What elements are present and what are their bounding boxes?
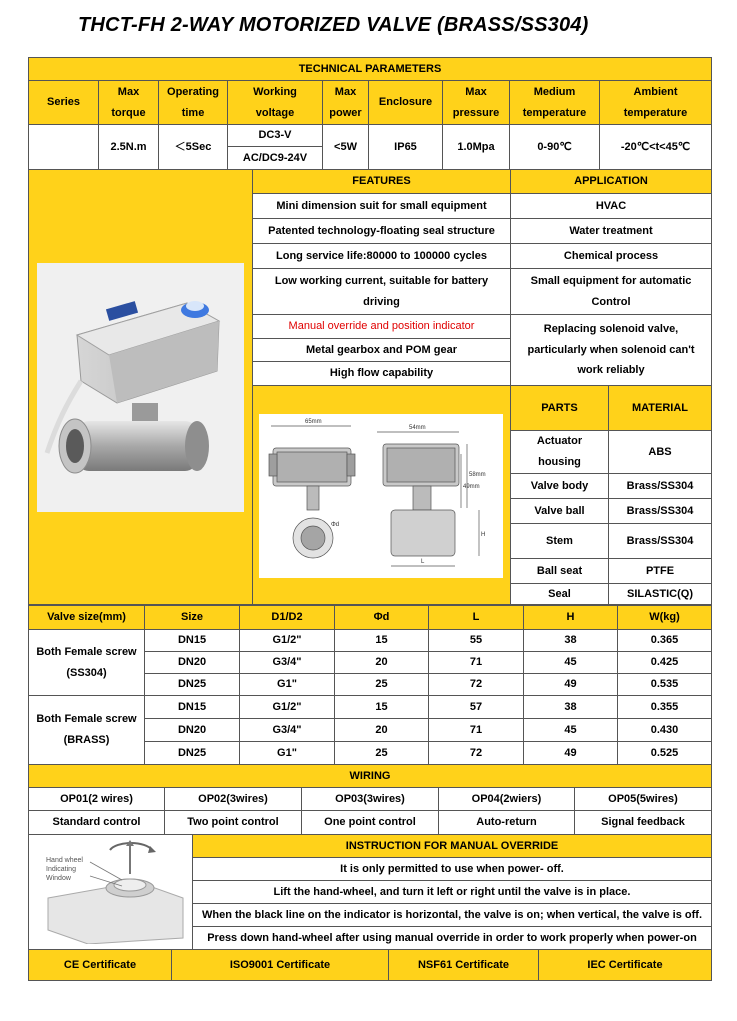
feature-item: Metal gearbox and POM gear xyxy=(252,338,511,362)
size-cell: 0.425 xyxy=(617,651,712,674)
size-cell: G3/4" xyxy=(239,651,335,674)
size-cell: 15 xyxy=(334,695,429,719)
size-cell: DN15 xyxy=(144,695,240,719)
wiring-desc: Standard control xyxy=(28,810,165,835)
val-series xyxy=(28,124,99,170)
part-name: Stem xyxy=(510,523,609,559)
col-torque: Max torque xyxy=(98,80,159,125)
col-pressure: Max pressure xyxy=(442,80,510,125)
col-voltage: Working voltage xyxy=(227,80,323,125)
val-voltage-ac: AC/DC9-24V xyxy=(227,146,323,170)
val-power: <5W xyxy=(322,124,369,170)
application-item: Replacing solenoid valve, particularly when solenoid can't work reliably xyxy=(510,314,712,386)
part-name: Ball seat xyxy=(510,558,609,584)
wiring-code: OP05(5wires) xyxy=(574,787,712,811)
col-series: Series xyxy=(28,80,99,125)
size-cell: 38 xyxy=(523,629,618,652)
dim-49-label: 49mm xyxy=(463,484,480,490)
size-cell: 0.535 xyxy=(617,673,712,696)
features-header: FEATURES xyxy=(252,169,511,194)
feature-item: Patented technology-floating seal structure xyxy=(252,218,511,244)
size-cell: 57 xyxy=(428,695,524,719)
wiring-code: OP02(3wires) xyxy=(164,787,302,811)
size-cell: 49 xyxy=(523,673,618,696)
size-col-header: Φd xyxy=(334,605,429,630)
manual-override-diagram xyxy=(38,838,188,944)
wiring-code: OP04(2wiers) xyxy=(438,787,575,811)
part-material: Brass/SS304 xyxy=(608,473,712,499)
val-medium: 0-90℃ xyxy=(509,124,600,170)
size-cell: 71 xyxy=(428,718,524,742)
application-item: Water treatment xyxy=(510,218,712,244)
size-cell: G1" xyxy=(239,741,335,765)
size-col-header: D1/D2 xyxy=(239,605,335,630)
size-cell: G1" xyxy=(239,673,335,696)
part-material: SILASTIC(Q) xyxy=(608,583,712,605)
size-cell: 20 xyxy=(334,718,429,742)
size-cell: 45 xyxy=(523,651,618,674)
tech-header: TECHNICAL PARAMETERS xyxy=(28,57,712,81)
manual-line: Press down hand-wheel after using manual override in order to work properly when power-on xyxy=(192,926,712,950)
val-ambient: -20℃<t<45℃ xyxy=(599,124,712,170)
size-col-header: W(kg) xyxy=(617,605,712,630)
part-material: PTFE xyxy=(608,558,712,584)
part-name: Seal xyxy=(510,583,609,605)
wiring-desc: Signal feedback xyxy=(574,810,712,835)
size-cell: 0.525 xyxy=(617,741,712,765)
size-cell: G1/2" xyxy=(239,629,335,652)
size-cell: 20 xyxy=(334,651,429,674)
material-header: MATERIAL xyxy=(608,385,712,431)
col-ambient: Ambient temperature xyxy=(599,80,712,125)
application-item: Chemical process xyxy=(510,243,712,269)
feature-item: High flow capability xyxy=(252,361,511,386)
val-torque: 2.5N.m xyxy=(98,124,159,170)
size-col-header: H xyxy=(523,605,618,630)
size-cell: 49 xyxy=(523,741,618,765)
size-cell: 0.365 xyxy=(617,629,712,652)
val-time: ＜5Sec xyxy=(158,124,228,170)
size-col-header: Size xyxy=(144,605,240,630)
size-group-ss304: Both Female screw (SS304) xyxy=(28,629,145,696)
manual-header: INSTRUCTION FOR MANUAL OVERRIDE xyxy=(192,834,712,858)
val-voltage-dc: DC3-V xyxy=(227,124,323,147)
wiring-code: OP01(2 wires) xyxy=(28,787,165,811)
size-cell: 72 xyxy=(428,673,524,696)
size-cell: 45 xyxy=(523,718,618,742)
wiring-desc: Auto-return xyxy=(438,810,575,835)
handwheel-label: Hand wheel xyxy=(46,857,83,864)
parts-header: PARTS xyxy=(510,385,609,431)
part-name: Actuator housing xyxy=(510,430,609,474)
part-material: Brass/SS304 xyxy=(608,523,712,559)
size-cell: 0.355 xyxy=(617,695,712,719)
application-item: Small equipment for automatic Control xyxy=(510,268,712,315)
size-cell: G3/4" xyxy=(239,718,335,742)
part-material: ABS xyxy=(608,430,712,474)
part-name: Valve body xyxy=(510,473,609,499)
wiring-desc: One point control xyxy=(301,810,439,835)
dim-54-label: 54mm xyxy=(409,425,426,431)
col-enclosure: Enclosure xyxy=(368,80,443,125)
wiring-code: OP03(3wires) xyxy=(301,787,439,811)
feature-item: Long service life:80000 to 100000 cycles xyxy=(252,243,511,269)
valve-photo xyxy=(37,263,244,512)
size-cell: 72 xyxy=(428,741,524,765)
wiring-desc: Two point control xyxy=(164,810,302,835)
feature-item: Low working current, suitable for battery driving xyxy=(252,268,511,315)
size-cell: DN25 xyxy=(144,673,240,696)
dim-l-label: L xyxy=(421,559,425,565)
col-power: Max power xyxy=(322,80,369,125)
size-cell: DN25 xyxy=(144,741,240,765)
dim-d-label: Φd xyxy=(331,522,340,528)
val-enclosure: IP65 xyxy=(368,124,443,170)
part-name: Valve ball xyxy=(510,498,609,524)
certificate: NSF61 Certificate xyxy=(388,949,539,981)
size-cell: DN20 xyxy=(144,718,240,742)
manual-line: When the black line on the indicator is horizontal, the valve is on; when vertical, the valve is off. xyxy=(192,903,712,927)
indicating-label: Indicating xyxy=(46,866,76,873)
dim-58-label: 58mm xyxy=(469,472,486,478)
feature-item-highlighted: Manual override and position indicator xyxy=(252,314,511,339)
manual-line: Lift the hand-wheel, and turn it left or right until the valve is in place. xyxy=(192,880,712,904)
col-time: Operating time xyxy=(158,80,228,125)
size-cell: DN15 xyxy=(144,629,240,652)
size-cell: 0.430 xyxy=(617,718,712,742)
part-material: Brass/SS304 xyxy=(608,498,712,524)
col-medium: Medium temperature xyxy=(509,80,600,125)
wiring-header: WIRING xyxy=(28,764,712,788)
window-label: Window xyxy=(46,875,71,882)
dim-h-label: H xyxy=(481,532,486,538)
dimension-drawing xyxy=(259,414,503,578)
size-cell: 38 xyxy=(523,695,618,719)
page-title: THCT-FH 2-WAY MOTORIZED VALVE (BRASS/SS304) xyxy=(78,14,589,36)
size-cell: 71 xyxy=(428,651,524,674)
certificate: IEC Certificate xyxy=(538,949,712,981)
size-col-header: L xyxy=(428,605,524,630)
application-item: HVAC xyxy=(510,193,712,219)
size-col-header: Valve size(mm) xyxy=(28,605,145,630)
size-group-brass: Both Female screw (BRASS) xyxy=(28,695,145,765)
dim-65-label: 65mm xyxy=(305,419,322,425)
size-cell: 15 xyxy=(334,629,429,652)
certificate: ISO9001 Certificate xyxy=(171,949,389,981)
size-cell: 55 xyxy=(428,629,524,652)
size-cell: 25 xyxy=(334,741,429,765)
size-cell: 25 xyxy=(334,673,429,696)
feature-item: Mini dimension suit for small equipment xyxy=(252,193,511,219)
val-pressure: 1.0Mpa xyxy=(442,124,510,170)
size-cell: DN20 xyxy=(144,651,240,674)
manual-line: It is only permitted to use when power- off. xyxy=(192,857,712,881)
certificate: CE Certificate xyxy=(28,949,172,981)
application-header: APPLICATION xyxy=(510,169,712,194)
size-cell: G1/2" xyxy=(239,695,335,719)
